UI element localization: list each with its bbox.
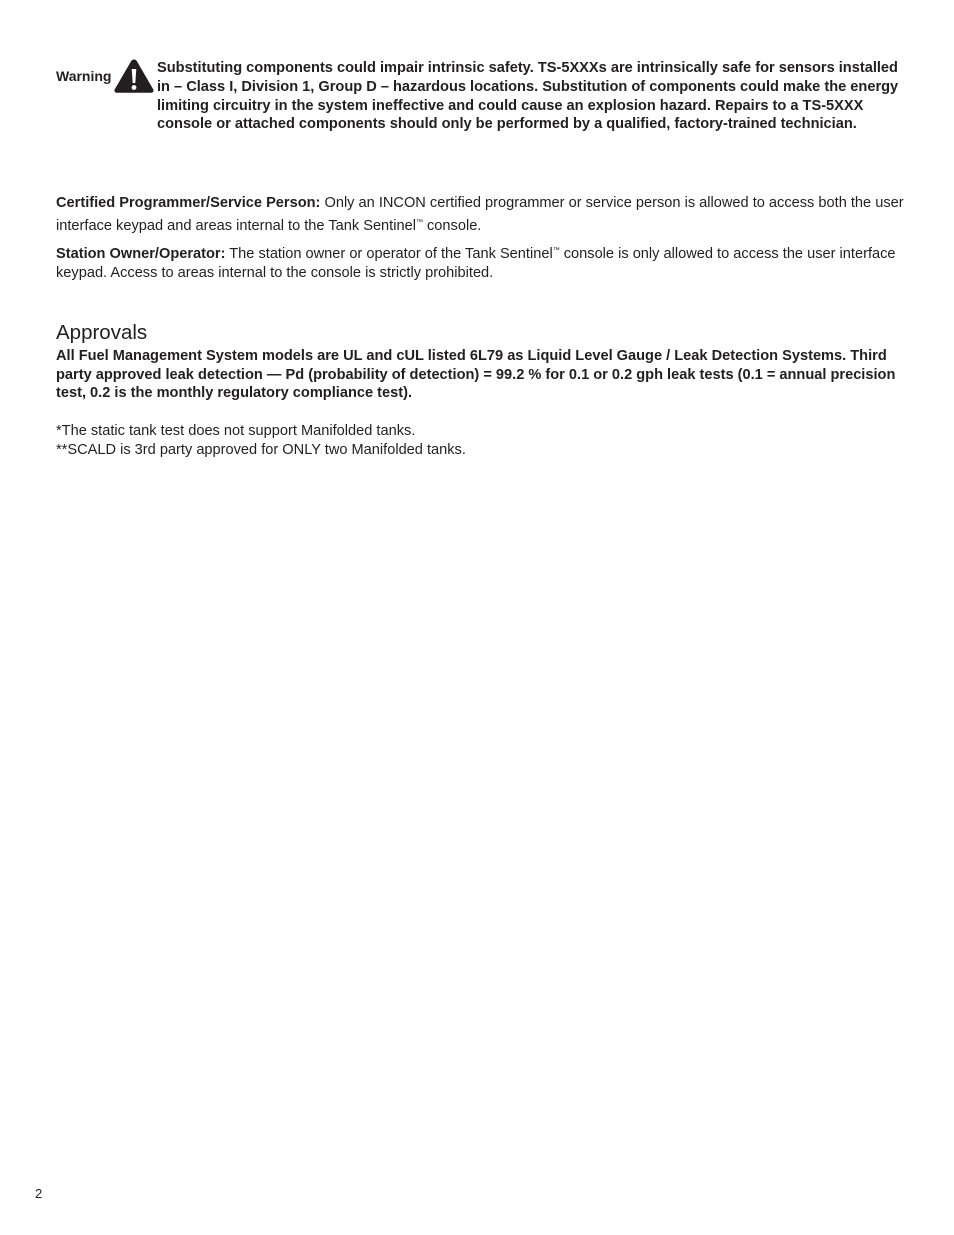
certified-text-b: console. <box>422 218 482 234</box>
certified-text-a: Only an INCON certified programmer or service person is allowed to access both the user interface keypad and areas internal to the Tank Sentinel <box>56 195 904 234</box>
warning-text: Substituting components could impair intrinsic safety. TS-5XXXs are intrinsically safe for sensors installed in – Class I, Division 1, Group D – hazardous locations. Substitution of components could make the energy limiting circuitry in the system ineffective and could cause an explosion hazard. Repairs to a TS-5XXX console or attached components should only be performed by a qualified, factory-trained technician. <box>157 60 899 133</box>
owner-text-b: console is only allowed to access the user interface keypad. Access to areas internal to the console is strictly prohibited. <box>56 246 896 281</box>
page-number: 2 <box>35 1186 43 1201</box>
certified-title: Certified Programmer/Service Person: <box>56 195 321 211</box>
note-line: *The static tank test does not support Manifolded tanks. <box>56 423 416 439</box>
note-line: **SCALD is 3rd party approved for ONLY two Manifolded tanks. <box>56 441 466 458</box>
warning-triangle-icon <box>113 58 155 94</box>
approvals-heading: Approvals <box>56 321 148 344</box>
certified-trademark: ™ <box>415 219 423 226</box>
owner-paragraph <box>56 241 906 283</box>
owner-text-a: The station owner or operator of the Tank Sentinel <box>225 246 553 262</box>
owner-title: Station Owner/Operator: <box>56 246 226 262</box>
owner-trademark: ™ <box>552 247 560 254</box>
approvals-text: All Fuel Management System models are UL and cUL listed 6L79 as Liquid Level Gauge / Leak Detection Systems. Third party approved leak detection — Pd (probability of detection) = 99.2 % for 0.1 or 0.2 gph leak tests (0.1 = annual precision test, 0.2 is the monthly regulatory compliance test). <box>56 348 896 402</box>
certified-paragraph <box>56 194 906 236</box>
notes <box>56 422 906 459</box>
warning-label: Warning <box>56 68 112 84</box>
